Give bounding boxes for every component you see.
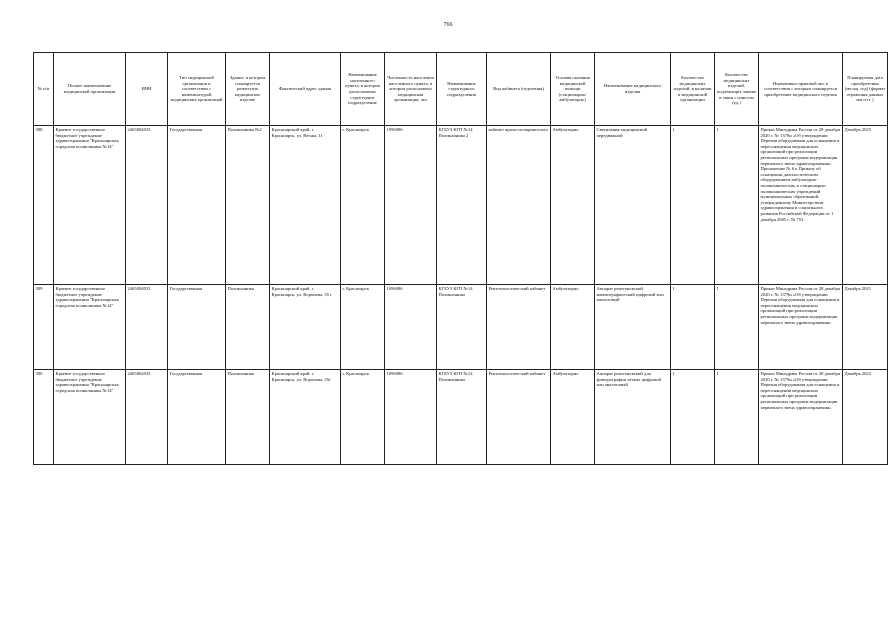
equipment-register-table: [33, 52, 888, 465]
inn: 2465004033: [126, 285, 168, 370]
header-cell: Количество медицинских изделий, подлежащих замене в связи с износом (ед.): [715, 53, 759, 126]
table-row: [34, 370, 888, 465]
organization-type: Государственная: [168, 370, 226, 465]
device-name: Аппарат рентгеновский для флюорографии легких цифровой или аналоговый: [595, 370, 671, 465]
population: 1096086: [385, 126, 437, 285]
header-cell: Вид кабинета (отделения): [487, 53, 551, 126]
address: Красноярский край, г. Красноярск, ул. Весны, 11: [270, 126, 341, 285]
header-cell: Наименование населенного пункта, в котором расположены структурное подразделение: [341, 53, 385, 126]
legal-act: Приказ Минздрава России от 28 декабря 2020 г. № 1379н «Об утверждении Перечня оборудования для оснащения и переоснащения медицинских организаций при реализации региональных программ модернизации первичного звена здравоохранения»: [759, 285, 843, 370]
header-cell: Планируемая дата приобретения (месяц, год) (формат отражения данных мм гггг ): [843, 53, 888, 126]
planned-date: Декабрь 2025: [843, 126, 888, 285]
row-number: 390: [34, 370, 54, 465]
inn: 2465004033: [126, 126, 168, 285]
header-cell: Численность населения населенного пункта, в котором расположена медицинская организация, чел: [385, 53, 437, 126]
table-row: [34, 285, 888, 370]
header-cell: Наименование медицинского изделия: [595, 53, 671, 126]
header-cell: Количество медицинских изделий, в наличии в медицинской организации: [671, 53, 715, 126]
cabinet-type: Рентгенологический кабинет: [487, 370, 551, 465]
planned-date: Декабрь 2022: [843, 370, 888, 465]
page-number: 766: [443, 22, 453, 28]
building: Поликлиника: [226, 370, 270, 465]
header-cell: № п/п: [34, 53, 54, 126]
cabinet-type: Рентгенологический кабинет: [487, 285, 551, 370]
device-name: Светильник медицинский передвижной: [595, 126, 671, 285]
row-number: 388: [34, 126, 54, 285]
header-cell: Полное наименование медицинской организации: [54, 53, 126, 126]
population: 1096086: [385, 370, 437, 465]
care-conditions: Амбулаторно: [551, 370, 595, 465]
locality: г. Красноярск: [341, 126, 385, 285]
quantity-in-stock: 1: [671, 126, 715, 285]
header-cell: Нормативно-правовой акт, в соответствии с которым планируется приобретение медицинского изделия: [759, 53, 843, 126]
legal-act: Приказ Минздрава России от 28 декабря 2020 г. № 1379н «Об утверждении Перечня оборудования для оснащения и переоснащения медицинских организаций при реализации региональных программ модернизации первичного звена здравоохранения»: [759, 370, 843, 465]
population: 1096086: [385, 285, 437, 370]
table-row: [34, 126, 888, 285]
header-cell: Наименование структурного подразделения: [437, 53, 487, 126]
quantity-to-replace: 1: [715, 370, 759, 465]
organization-type: Государственная: [168, 126, 226, 285]
row-number: 389: [34, 285, 54, 370]
inn: 2465004033: [126, 370, 168, 465]
header-cell: Тип медицинской организации в соответствии с номенклатурой медицинских организаций: [168, 53, 226, 126]
address: Красноярский край, г. Красноярск, ул. Воронова, 35г: [270, 370, 341, 465]
building: Поликлиника: [226, 285, 270, 370]
care-conditions: Амбулаторно: [551, 285, 595, 370]
header-cell: ИНН: [126, 53, 168, 126]
header-cell: Здание, в котором планируется разместить медицинское изделие: [226, 53, 270, 126]
subdivision: КГБУЗ КГП №14 Поликлиника 2: [437, 126, 487, 285]
organization-name: Краевое государственное бюджетное учреждение здравоохранения "Красноярская городская поликлиника №14": [54, 285, 126, 370]
legal-act: Приказ Минздрава России от 28 декабря 2020 г. № 1379н «Об утверждении Перечня оборудования для оснащения и переоснащения медицинских организаций при реализации региональных программ модернизации первичного звена здравоохранения» Приложение № 6 к Приказу об оснащении диагностическим оборудованием амбулаторно-поликлинических и стационарно-поликлинических учреждений муниципальных образований, утвержденному Министерством здравоохранения и социального развития Российской Федерации от 1 декабря 2005 г. № 753: [759, 126, 843, 285]
care-conditions: Амбулаторно: [551, 126, 595, 285]
header-cell: Условия оказания медицинской помощи (стационарно/амбулаторно): [551, 53, 595, 126]
quantity-to-replace: 1: [715, 126, 759, 285]
quantity-in-stock: 1: [671, 370, 715, 465]
locality: г. Красноярск: [341, 285, 385, 370]
organization-name: Краевое государственное бюджетное учреждение здравоохранения "Красноярская городская поликлиника №14": [54, 370, 126, 465]
header-row: [34, 53, 888, 126]
cabinet-type: кабинет врача-отоларинголога: [487, 126, 551, 285]
organization-name: Краевое государственное бюджетное учреждение здравоохранения "Красноярская городская поликлиника №14": [54, 126, 126, 285]
device-name: Аппарат рентгеновский маммографический цифровой или аналоговый: [595, 285, 671, 370]
organization-type: Государственная: [168, 285, 226, 370]
quantity-to-replace: 1: [715, 285, 759, 370]
building: Поликлиника №2: [226, 126, 270, 285]
planned-date: Декабрь 2021: [843, 285, 888, 370]
quantity-in-stock: 1: [671, 285, 715, 370]
header-cell: Фактический адрес здания: [270, 53, 341, 126]
subdivision: КГБУЗ КГП №14 Поликлиника: [437, 370, 487, 465]
address: Красноярский край, г. Красноярск, ул. Воронова, 35 г: [270, 285, 341, 370]
locality: г. Красноярск: [341, 370, 385, 465]
subdivision: КГБУЗ КГП №14 Поликлиника: [437, 285, 487, 370]
